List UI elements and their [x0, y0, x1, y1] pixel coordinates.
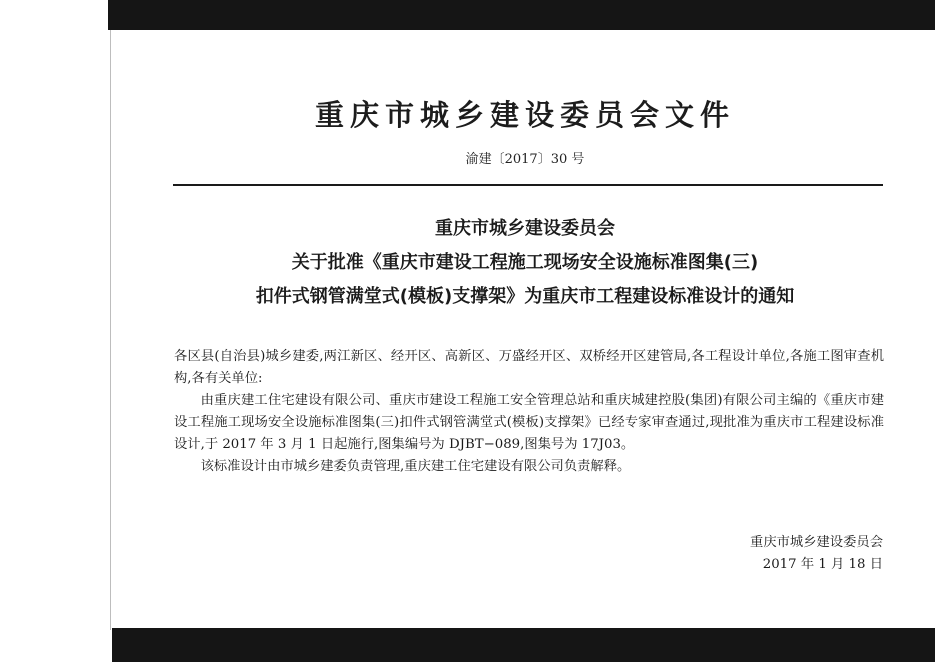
- scan-border-bottom: [112, 628, 935, 662]
- notice-addressee: 各区县(自治县)城乡建委,两江新区、经开区、高新区、万盛经开区、双桥经开区建管局,各工程设计单位,各施工图审查机构,各有关单位:: [174, 349, 884, 386]
- notice-paragraph: 该标准设计由市城乡建委负责管理,重庆建工住宅建设有限公司负责解释。: [200, 459, 631, 474]
- notice-heading: [160, 212, 890, 314]
- notice-heading-line: 关于批准《重庆市建设工程施工现场安全设施标准图集(三): [291, 252, 759, 273]
- signature-date: 2017 年 1 月 18 日: [762, 557, 883, 572]
- scan-border-top: [108, 0, 935, 30]
- notice-heading-line: 扣件式钢管满堂式(模板)支撑架》为重庆市工程建设标准设计的通知: [255, 286, 795, 307]
- signature-org: 重庆市城乡建设委员会: [750, 535, 883, 550]
- scan-edge-left: [110, 30, 111, 630]
- signature-block: [750, 532, 883, 576]
- notice-body: [174, 346, 884, 478]
- notice-heading-line: 重庆市城乡建设委员会: [435, 218, 615, 239]
- document-number: 渝建〔2017〕30 号: [465, 152, 585, 167]
- document-title: 重庆市城乡建设委员会文件: [314, 98, 735, 132]
- notice-paragraph: 由重庆建工住宅建设有限公司、重庆市建设工程施工安全管理总站和重庆城建控股(集团)有限公司主编的《重庆市建设工程施工现场安全设施标准图集(三)扣件式钢管满堂式(模板)支撑架》已经专家审查通过,现批准为重庆市工程建设标准设计,于 2017 年 3 月 1 日起施行,图集编号为 DJBT−089,图集号为 17J03。: [174, 393, 884, 452]
- header-divider: [173, 184, 883, 186]
